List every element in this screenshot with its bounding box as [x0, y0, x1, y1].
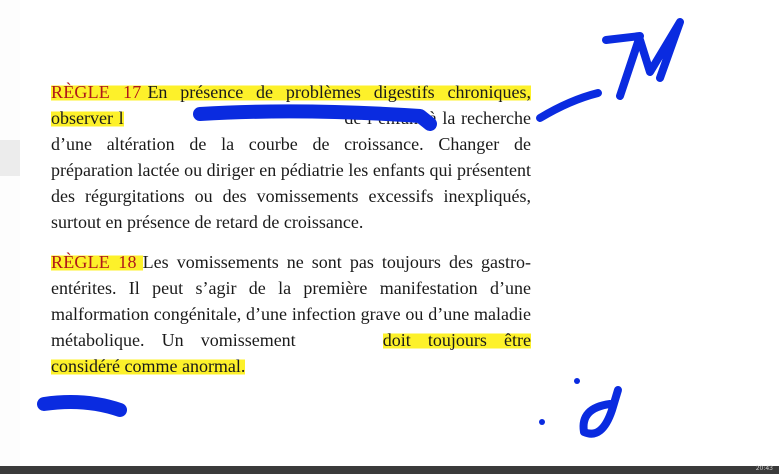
taskbar-clock: 20:43 [755, 465, 773, 472]
ink-number-1-7 [606, 22, 680, 96]
ink-dot-1 [574, 378, 580, 384]
ink-dot-2 [539, 419, 545, 425]
left-sidebar-tab[interactable] [0, 140, 20, 176]
taskbar [0, 466, 779, 474]
rule-18-text-start: Les vomissements ne sont pas toujours des gastro-entérites. Il peut s’agir de la première manifestation d’une malformation congénitale, d’une infection grave ou d’une maladie métabolique. Un vomissement [51, 252, 531, 350]
document-page [51, 79, 531, 379]
ink-mark-d [584, 390, 618, 434]
rule-17-paragraph [51, 79, 531, 235]
left-sidebar-strip [0, 0, 20, 474]
rule-17-text-end: de l’enfant à la recherche d’une altération de la courbe de croissance. Changer de préparation lactée ou diriger en pédiatrie les enfants qui présentent des régurgitations ou des vomissements excessifs inexpliqués, surtout en présence de retard de croissance. [51, 108, 531, 232]
rule-17-label: RÈGLE 17 [51, 82, 142, 102]
rule-18-label: RÈGLE 18 [51, 252, 137, 272]
ink-scribble-redaction-2 [44, 402, 120, 410]
rule-18-paragraph [51, 249, 531, 379]
rule-18-label-highlight [51, 252, 143, 272]
rule-17-text-start: En présence de problèmes digestifs chroniques, observer l [51, 82, 531, 128]
ink-arrow-stroke [540, 93, 598, 118]
rule-18-text-end: doit toujours être considéré comme anormal. [51, 330, 531, 376]
